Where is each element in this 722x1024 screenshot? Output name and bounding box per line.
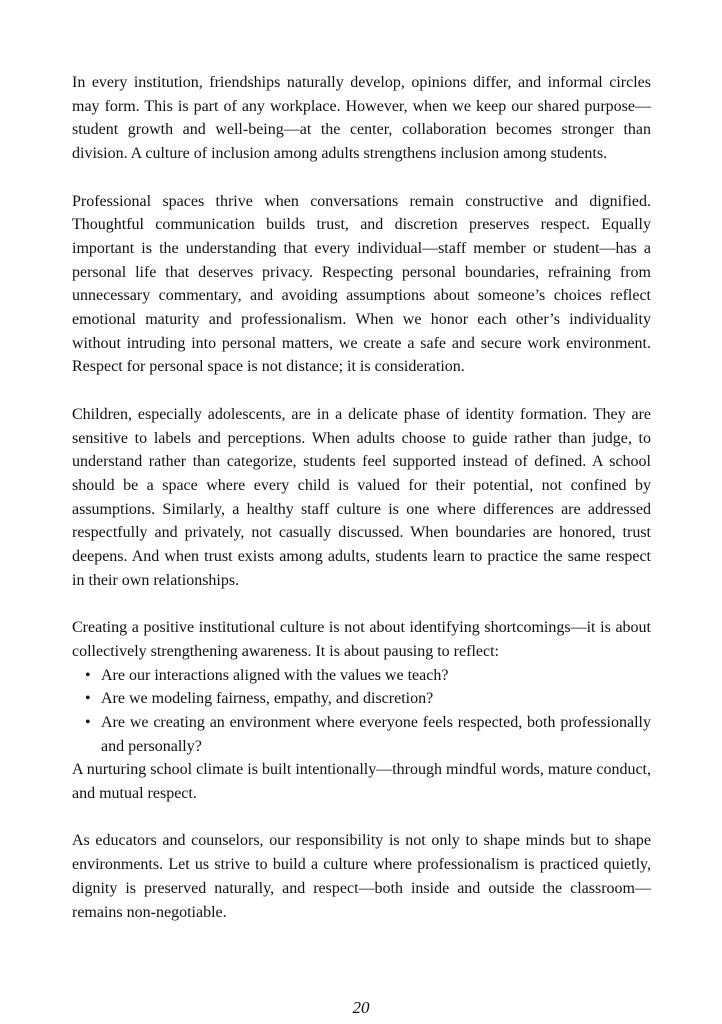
page-number: 20 bbox=[352, 998, 370, 1017]
paragraph-nurturing-climate: A nurturing school climate is built intentionally—through mindful words, mature conduct, and mutual respect. bbox=[72, 761, 651, 803]
paragraph-professional-spaces: Professional spaces thrive when conversations remain constructive and dignified. Thoughtful communication builds trust, and discretion preserves respect. Equally important is the understanding that every individual—staff member or student—has a personal life that deserves privacy. Respecting personal boundaries, refraining from unnecessary commentary, and avoiding assumptions about someone’s choices reflect emotional maturity and professionalism. When we honor each other’s individuality without intruding into personal matters, we create a safe and secure work environment. Respect for personal space is not distance; it is consideration. bbox=[72, 192, 651, 376]
document-body bbox=[72, 71, 651, 948]
bullet-icon: • bbox=[85, 690, 91, 708]
bullet-icon: • bbox=[85, 713, 91, 731]
paragraph-positive-culture: Creating a positive institutional culture is not about identifying shortcomings—it is about collectively strengthening awareness. It is about pausing to reflect: bbox=[72, 619, 651, 660]
list-item bbox=[85, 711, 651, 758]
list-item-text: Are our interactions aligned with the values we teach? bbox=[101, 666, 449, 684]
list-item bbox=[85, 664, 651, 688]
paragraph-children-identity: Children, especially adolescents, are in a delicate phase of identity formation. They are sensitive to labels and perceptions. When adults choose to guide rather than judge, to understand rather than categorize, students feel supported instead of defined. A school should be a space where every child is valued for their potential, not confined by assumptions. Similarly, a healthy staff culture is one where differences are addressed respectfully and privately, not casually discussed. When boundaries are honored, trust deepens. And when trust exists among adults, students learn to practice the same respect in their own relationships. bbox=[72, 405, 651, 589]
list-item-text: Are we modeling fairness, empathy, and discretion? bbox=[101, 690, 434, 708]
reflection-list bbox=[72, 664, 651, 759]
paragraph-workplace-circles: In every institution, friendships naturally develop, opinions differ, and informal circles may form. This is part of any workplace. However, when we keep our shared purpose—student growth and well-being—at the center, collaboration becomes stronger than division. A culture of inclusion among adults strengthens inclusion among students. bbox=[72, 74, 651, 163]
list-item bbox=[85, 687, 651, 711]
bullet-icon: • bbox=[85, 666, 91, 684]
list-item-text: Are we creating an environment where everyone feels respected, both professionally and personally? bbox=[101, 713, 651, 755]
paragraph-closing: As educators and counselors, our responsibility is not only to shape minds but to shape environments. Let us strive to build a culture where professionalism is practiced quietly, dignity is preserved naturally, and respect—both inside and outside the classroom—remains non-negotiable. bbox=[72, 832, 651, 921]
